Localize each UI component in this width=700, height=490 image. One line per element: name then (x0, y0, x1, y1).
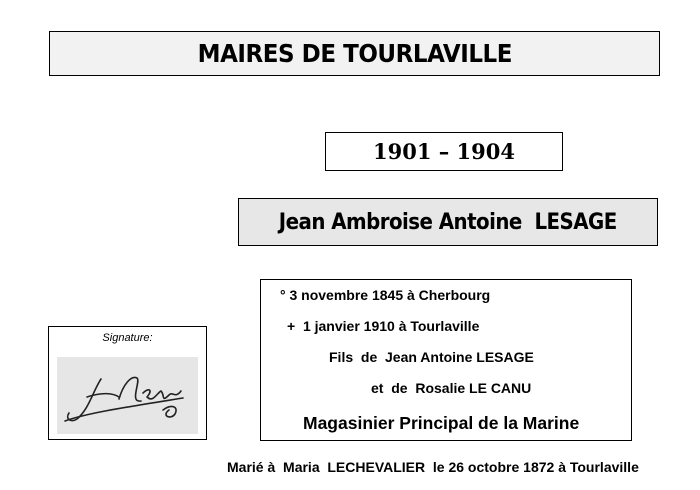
mayor-name: Jean Ambroise Antoine LESAGE (279, 209, 617, 235)
title-box (49, 31, 660, 76)
biography-box (260, 279, 632, 441)
marriage-info: Marié à Maria LECHEVALIER le 26 octobre 1872 à Tourlaville (227, 459, 639, 475)
term-years: 1901 – 1904 (372, 139, 516, 164)
death-info: + 1 janvier 1910 à Tourlaville (287, 318, 480, 334)
page-title: MAIRES DE TOURLAVILLE (197, 39, 512, 68)
birth-info: ° 3 novembre 1845 à Cherbourg (280, 287, 491, 303)
father-info: Fils de Jean Antoine LESAGE (329, 349, 534, 365)
signature-label: Signature: (102, 332, 153, 344)
mayor-name-box (238, 198, 658, 246)
occupation-info: Magasinier Principal de la Marine (303, 413, 580, 433)
term-years-box (325, 132, 563, 171)
signature-box (48, 326, 207, 440)
mother-info: et de Rosalie LE CANU (371, 380, 532, 396)
signature-image (57, 357, 198, 434)
